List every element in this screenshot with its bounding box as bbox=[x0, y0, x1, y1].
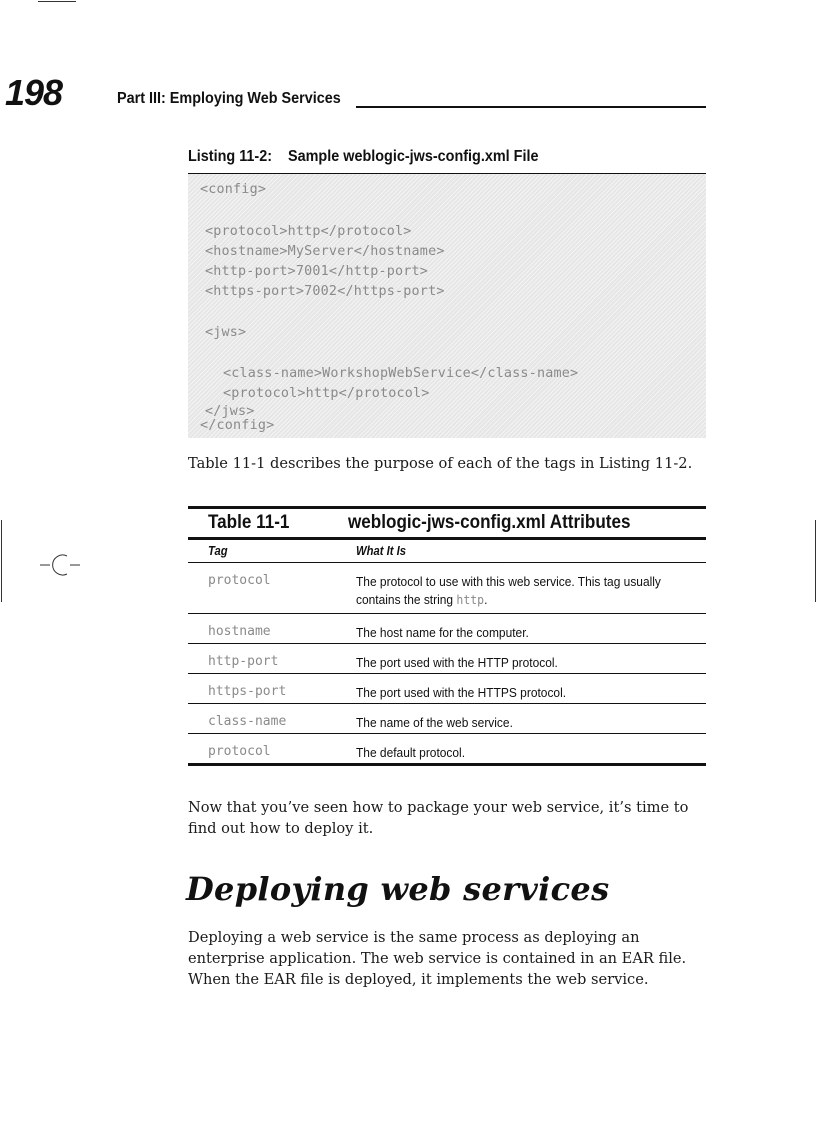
code-line: </jws> bbox=[205, 404, 255, 419]
row-description: The name of the web service. bbox=[356, 715, 513, 730]
code-line: <class-name>WorkshopWebService</class-name> bbox=[223, 366, 579, 381]
table-title: weblogic-jws-config.xml Attributes bbox=[348, 512, 631, 533]
row-description: The port used with the HTTPS protocol. bbox=[356, 685, 567, 700]
crop-mark-left bbox=[1, 520, 2, 602]
code-line: <https-port>7002</https-port> bbox=[205, 284, 445, 299]
running-head: Part III: Employing Web Services bbox=[117, 90, 341, 107]
row-description: The host name for the computer. bbox=[356, 625, 529, 640]
row-description: The default protocol. bbox=[356, 745, 466, 760]
code-line: <protocol>http</protocol> bbox=[205, 224, 412, 239]
table-number: Table 11-1 bbox=[208, 512, 290, 533]
code-line: </config> bbox=[200, 418, 275, 433]
body-paragraph: Now that you’ve seen how to package your web service, it’s time to find out how to deploy it. bbox=[188, 799, 689, 837]
table-top-rule bbox=[188, 506, 706, 509]
row-tag: https-port bbox=[208, 684, 287, 699]
row-tag: protocol bbox=[208, 744, 271, 759]
table-row bbox=[188, 734, 706, 766]
attributes-table bbox=[188, 563, 706, 766]
page-number: 198 bbox=[5, 72, 63, 113]
running-head-rule bbox=[356, 106, 706, 108]
column-header-what-it-is: What It Is bbox=[356, 544, 407, 558]
table-row bbox=[188, 563, 706, 614]
code-line: <hostname>MyServer</hostname> bbox=[205, 244, 445, 259]
code-line: <http-port>7001</http-port> bbox=[205, 264, 429, 279]
registration-mark-icon bbox=[40, 552, 84, 578]
row-tag: hostname bbox=[208, 624, 271, 639]
row-description: The protocol to use with this web service. This tag usually contains the string http. bbox=[356, 574, 661, 607]
crop-mark-top bbox=[38, 1, 76, 2]
table-head-rule bbox=[188, 537, 706, 540]
code-line: <jws> bbox=[205, 325, 247, 340]
row-tag: class-name bbox=[208, 714, 287, 729]
table-row bbox=[188, 674, 706, 704]
table-row bbox=[188, 614, 706, 644]
intro-paragraph: Table 11-1 describes the purpose of each of the tags in Listing 11-2. bbox=[188, 455, 693, 472]
section-heading: Deploying web services bbox=[186, 870, 610, 908]
row-description: The port used with the HTTP protocol. bbox=[356, 655, 558, 670]
row-tag: http-port bbox=[208, 654, 279, 669]
row-tag: protocol bbox=[208, 573, 271, 588]
column-header-tag: Tag bbox=[208, 544, 228, 558]
table-row bbox=[188, 704, 706, 734]
code-line: <config> bbox=[200, 182, 267, 197]
listing-caption: Listing 11-2: Sample weblogic-jws-config.xml File bbox=[188, 148, 539, 165]
code-line: <protocol>http</protocol> bbox=[223, 386, 430, 401]
table-row bbox=[188, 644, 706, 674]
section-paragraph: Deploying a web service is the same process as deploying an enterprise application. The web service is contained in an EAR file. When the EAR file is deployed, it implements the web service. bbox=[188, 929, 687, 988]
